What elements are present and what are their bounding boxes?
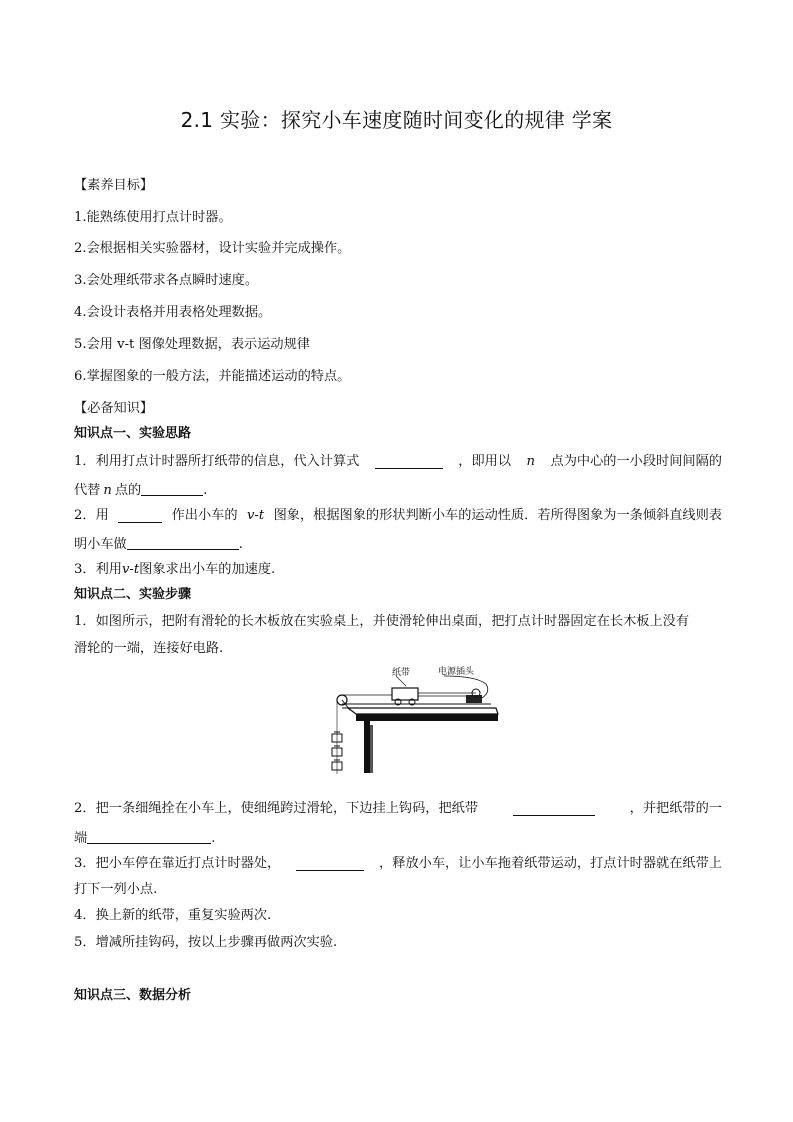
point1-heading: 知识点一、实验思路 bbox=[74, 426, 192, 441]
goal-item-1: 1.能熟练使用打点计时器。 bbox=[74, 210, 232, 225]
goal-item-4: 4.会设计表格并用表格处理数据。 bbox=[74, 305, 272, 320]
page-title: 2.1 实验：探究小车速度随时间变化的规律 学案 bbox=[180, 108, 613, 132]
point2-step5: 5．增减所挂钩码，按以上步骤再做两次实验. bbox=[74, 935, 338, 950]
text: 2．把一条细绳拴在小车上，使细绳跨过滑轮，下边挂上钩码，把纸带 bbox=[74, 801, 479, 816]
point2-step1-line2: 滑轮的一端，连接好电路. bbox=[74, 641, 224, 656]
apparatus-diagram bbox=[326, 662, 504, 788]
goals-heading: 【素养目标】 bbox=[74, 178, 154, 193]
goal-item-5: 5.会用 v-t 图像处理数据，表示运动规律 bbox=[74, 337, 310, 352]
text: 图象求出小车的加速度. bbox=[139, 562, 276, 577]
point2-step4: 4．换上新的纸带，重复实验两次. bbox=[74, 908, 272, 923]
text: 图象，根据图象的形状判断小车的运动性质．若所得图象为一条倾斜直线则表 bbox=[273, 508, 722, 523]
point3-heading: 知识点三、数据分析 bbox=[74, 988, 192, 1003]
fill-blank[interactable] bbox=[118, 508, 162, 523]
text: . bbox=[203, 483, 208, 498]
point2-step3-line2: 打下一列小点. bbox=[74, 882, 158, 897]
plug-label: 电源插头 bbox=[438, 667, 475, 677]
fill-blank[interactable] bbox=[375, 454, 443, 469]
point1-item2-line2 bbox=[74, 535, 722, 553]
knowledge-heading: 【必备知识】 bbox=[74, 401, 154, 416]
text: 3．利用 bbox=[74, 562, 122, 577]
fill-blank[interactable] bbox=[296, 856, 364, 871]
point2-heading: 知识点二、实验步骤 bbox=[74, 587, 192, 602]
text: . bbox=[238, 537, 243, 552]
point1-item1-line1 bbox=[74, 454, 722, 470]
text: 代替 bbox=[74, 483, 101, 498]
text: 点的 bbox=[114, 483, 142, 498]
point1-item3 bbox=[74, 562, 722, 578]
variable-vt: v-t bbox=[246, 508, 265, 523]
text: 端 bbox=[74, 831, 88, 846]
text: ，释放小车，让小车拖着纸带运动，打点计时器就在纸带上 bbox=[379, 856, 722, 871]
variable-n: n bbox=[526, 454, 536, 469]
fill-blank[interactable] bbox=[141, 481, 203, 496]
fill-blank[interactable] bbox=[513, 801, 595, 816]
fill-blank[interactable] bbox=[127, 535, 239, 550]
text: 作出小车的 bbox=[171, 508, 238, 523]
point2-step3-line1 bbox=[74, 856, 722, 872]
goal-item-3: 3.会处理纸带求各点瞬时速度。 bbox=[74, 273, 259, 288]
point1-item2-line1 bbox=[74, 508, 722, 524]
text: ，并把纸带的一 bbox=[629, 801, 722, 816]
point2-step2-line2 bbox=[74, 829, 722, 847]
variable-vt: v-t bbox=[121, 562, 140, 577]
text: 1．利用打点计时器所打纸带的信息，代入计算式 bbox=[74, 454, 360, 469]
text: . bbox=[211, 831, 216, 846]
point2-step1-line1: 1．如图所示，把附有滑轮的长木板放在实验桌上，并使滑轮伸出桌面，把打点计时器固定在长木板上没有 bbox=[74, 614, 690, 629]
goal-item-2: 2.会根据相关实验器材，设计实验并完成操作。 bbox=[74, 241, 351, 256]
variable-n: n bbox=[103, 483, 112, 498]
text: ，即用以 bbox=[458, 454, 512, 469]
point2-step2-line1 bbox=[74, 801, 722, 817]
text: 明小车做 bbox=[74, 537, 127, 552]
goal-item-6: 6.掌握图象的一般方法，并能描述运动的特点。 bbox=[74, 369, 351, 384]
text: 3．把小车停在靠近打点计时器处， bbox=[74, 856, 281, 871]
fill-blank[interactable] bbox=[87, 829, 211, 844]
text: 点为中心的一小段时间间隔的 bbox=[550, 454, 722, 469]
point1-item1-line2 bbox=[74, 481, 722, 499]
tape-label: 纸带 bbox=[392, 668, 411, 678]
text: 2．用 bbox=[74, 508, 109, 523]
